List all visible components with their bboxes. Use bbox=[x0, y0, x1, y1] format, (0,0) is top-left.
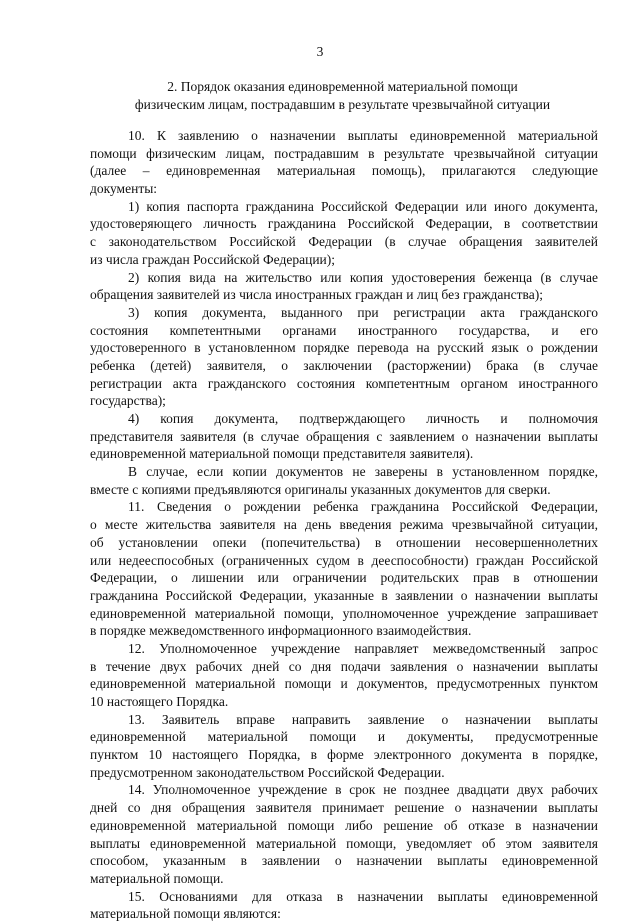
paragraph-line: гражданина Российской Федерации, указанные в заявлении о назначении выплаты bbox=[90, 587, 598, 603]
paragraph-line: об установлении опеки (попечительства) в отношении несовершеннолетних bbox=[90, 534, 598, 550]
paragraph-line: 12. Уполномоченное учреждение направляет межведомственный запрос bbox=[128, 640, 598, 656]
paragraph-line: В случае, если копии документов не заверены в установленном порядке, bbox=[128, 464, 598, 480]
paragraph-line: 13. Заявитель вправе направить заявление о назначении выплаты bbox=[128, 711, 598, 727]
section-heading-line: физическим лицам, пострадавшим в результате чрезвычайной ситуации bbox=[134, 96, 551, 112]
paragraph-line: дней со дня обращения заявителя принимает решение о назначении выплаты bbox=[90, 800, 598, 816]
paragraph-line: способом, указанным в заявлении о назначении выплаты единовременной bbox=[90, 853, 598, 869]
paragraph bbox=[90, 198, 598, 269]
paragraph-line: (далее – единовременная материальная помощь), прилагаются следующие bbox=[90, 163, 598, 179]
paragraph bbox=[90, 711, 598, 782]
paragraph bbox=[90, 498, 598, 640]
paragraph-line: материальной помощи. bbox=[90, 870, 224, 886]
paragraph bbox=[90, 410, 598, 463]
paragraph-line: вместе с копиями предъявляются оригиналы указанных документов для сверки. bbox=[90, 481, 551, 497]
paragraph-line: единовременной материальной помощи и документы, предусмотренные bbox=[90, 729, 598, 745]
paragraph-line: государства); bbox=[90, 393, 166, 409]
paragraph bbox=[90, 640, 598, 711]
paragraph bbox=[90, 781, 598, 887]
paragraph-line: 11. Сведения о рождении ребенка гражданина Российской Федерации, bbox=[128, 499, 598, 515]
paragraph-line: 14. Уполномоченное учреждение в срок не позднее двадцати двух рабочих bbox=[128, 782, 598, 798]
paragraph-line: Федерации, о лишении или ограничении родительских прав в отношении bbox=[90, 570, 598, 586]
document-body bbox=[90, 127, 598, 923]
paragraph-line: с законодательством Российской Федерации (в случае обращения заявителей bbox=[90, 234, 598, 250]
paragraph-line: 1) копия паспорта гражданина Российской Федерации или иного документа, bbox=[128, 198, 598, 214]
paragraph-line: обращения заявителей из числа иностранных граждан и лиц без гражданства); bbox=[90, 287, 543, 303]
paragraph-line: документы: bbox=[90, 181, 158, 197]
paragraph bbox=[90, 127, 598, 198]
paragraph-line: 10 настоящего Порядка. bbox=[90, 694, 229, 709]
paragraph-line: представителя заявителя (в случае обращения с заявлением о назначении выплаты bbox=[90, 428, 598, 444]
paragraph-line: 15. Основаниями для отказа в назначении выплаты единовременной bbox=[128, 888, 598, 904]
paragraph-line: или недееспособных (ограниченных судом в дееспособности) граждан Российской bbox=[90, 552, 598, 568]
paragraph-line: о месте жительства заявителя на день введения режима чрезвычайной ситуации, bbox=[90, 517, 598, 533]
paragraph bbox=[90, 269, 598, 304]
paragraph-line: пунктом 10 настоящего Порядка, в форме электронного документа в порядке, bbox=[90, 747, 598, 763]
paragraph-line: ребенка (детей) заявителя, о заключении (расторжении) брака (в случае bbox=[90, 357, 598, 373]
paragraph-line: единовременной материальной помощи либо решение об отказе в назначении bbox=[90, 817, 598, 833]
paragraph-line: состояния компетентными органами иностранного государства, и его bbox=[90, 322, 598, 338]
paragraph-line: предусмотренном законодательством Российской Федерации. bbox=[90, 764, 445, 780]
paragraph-line: 10. К заявлению о назначении выплаты единовременной материальной bbox=[128, 128, 598, 143]
paragraph-line: из числа граждан Российской Федерации); bbox=[90, 251, 336, 267]
section-heading bbox=[90, 78, 595, 113]
paragraph bbox=[90, 463, 598, 498]
paragraph-line: 2) копия вида на жительство или копия удостоверения беженца (в случае bbox=[128, 269, 598, 285]
paragraph-line: единовременной материальной помощи представителя заявителя). bbox=[90, 446, 474, 462]
paragraph-line: удостоверяющего личность гражданина Российской Федерации, в соответствии bbox=[90, 216, 598, 232]
paragraph bbox=[90, 888, 598, 923]
paragraph-line: материальной помощи являются: bbox=[90, 906, 281, 922]
paragraph-line: единовременной материальной помощи и документов, предусмотренных пунктом bbox=[90, 676, 598, 692]
paragraph-line: единовременной материальной помощи, уполномоченное учреждение запрашивает bbox=[90, 605, 598, 621]
paragraph-line: удостоверенного в установленном порядке перевода на русский язык о рождении bbox=[90, 340, 598, 356]
paragraph-line: регистрации акта гражданского состояния компетентным органом иностранного bbox=[90, 375, 598, 391]
paragraph-line: 4) копия документа, подтверждающего личность и полномочия bbox=[128, 411, 598, 426]
paragraph-line: в порядке межведомственного информационного взаимодействия. bbox=[90, 623, 472, 639]
paragraph-line: помощи физическим лицам, пострадавшим в результате чрезвычайной ситуации bbox=[90, 145, 598, 161]
paragraph-line: 3) копия документа, выданного при регистрации акта гражданского bbox=[128, 304, 598, 320]
paragraph bbox=[90, 304, 598, 410]
paragraph-line: в течение двух рабочих дней со дня подачи заявления о назначении выплаты bbox=[90, 658, 598, 674]
paragraph-line: выплаты единовременной материальной помощи, уведомляет об этом заявителя bbox=[90, 835, 598, 851]
page-number: 3 bbox=[316, 44, 324, 59]
section-heading-line: 2. Порядок оказания единовременной материальной помощи bbox=[167, 79, 518, 94]
